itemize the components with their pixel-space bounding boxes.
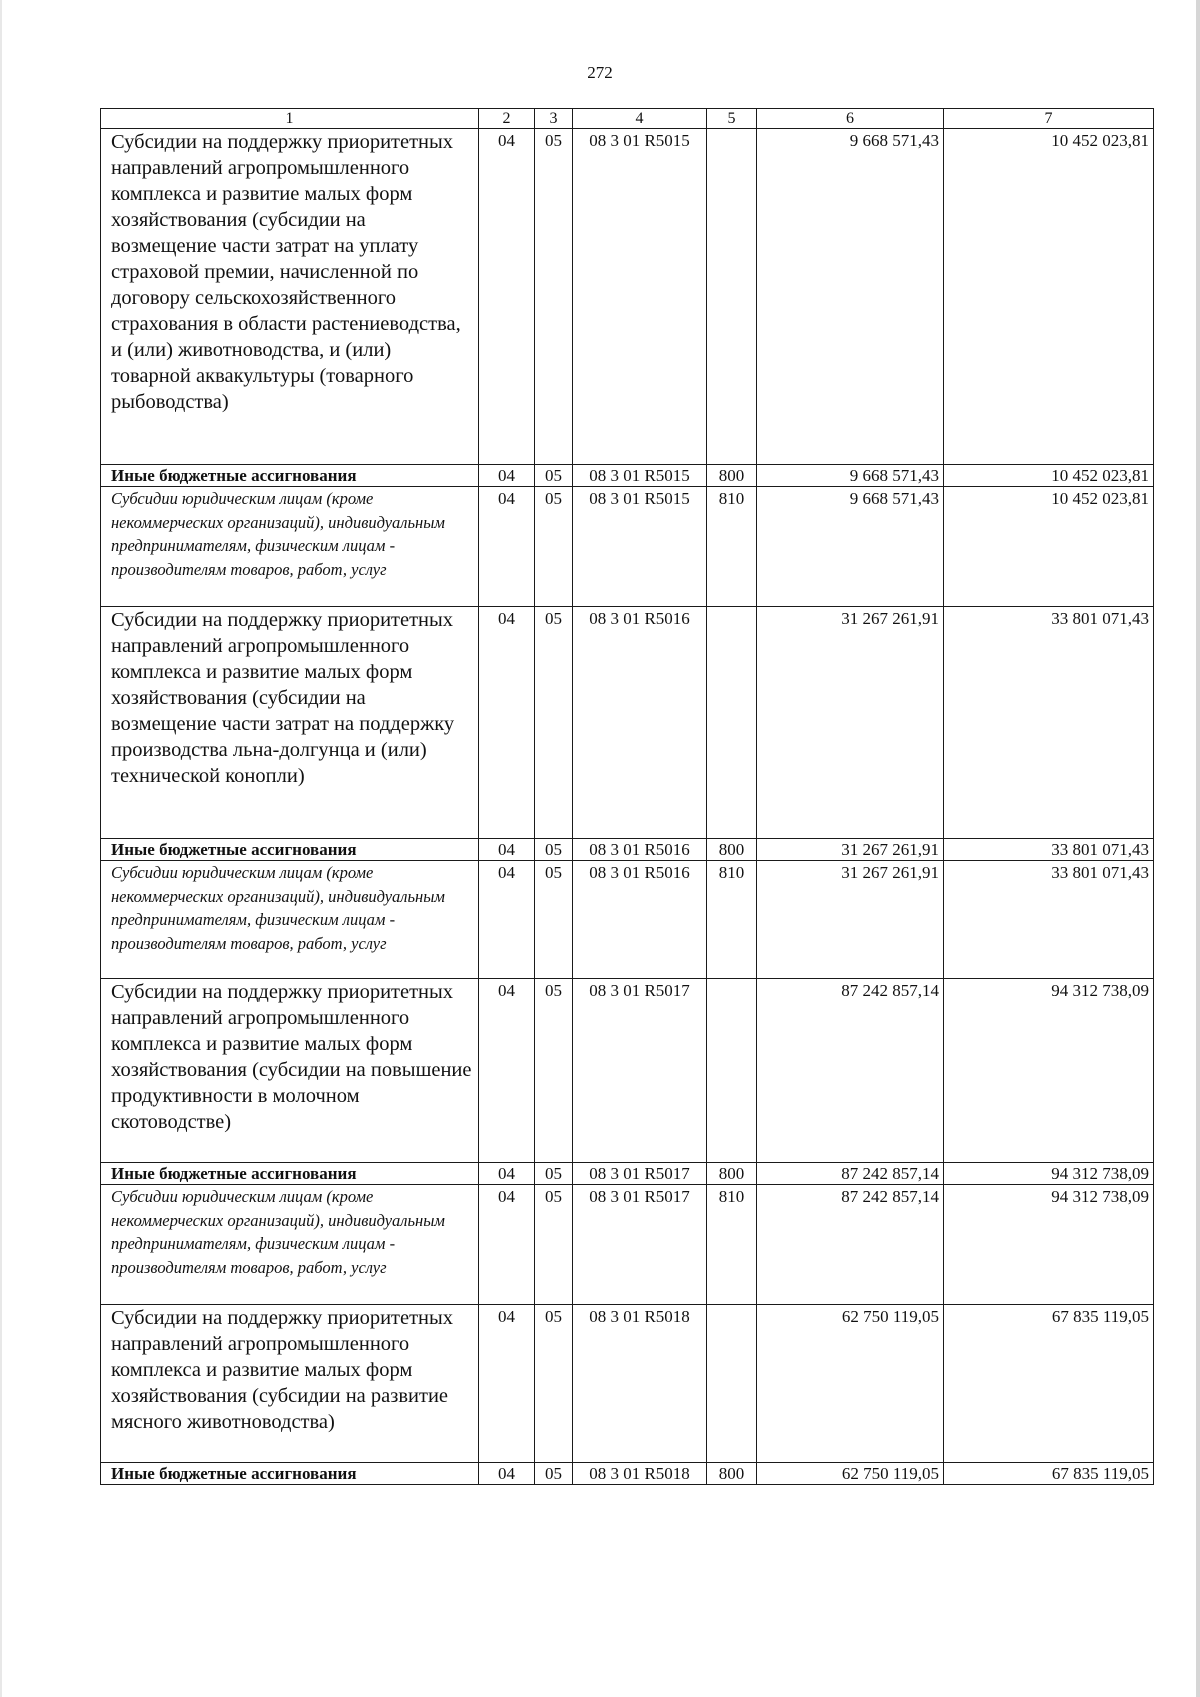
table-row	[101, 129, 1154, 465]
row-target-article: 08 3 01 R5016	[573, 839, 707, 861]
row-expense-type	[707, 979, 757, 1163]
row-amount-1: 31 267 261,91	[757, 861, 944, 979]
header-col-7: 7	[944, 109, 1154, 129]
row-expense-type: 800	[707, 1463, 757, 1485]
row-amount-2: 67 835 119,05	[944, 1463, 1154, 1485]
row-section: 04	[479, 465, 535, 487]
row-expense-type: 810	[707, 487, 757, 607]
row-section: 04	[479, 979, 535, 1163]
header-col-5: 5	[707, 109, 757, 129]
table-row	[101, 1185, 1154, 1305]
row-expense-type	[707, 1305, 757, 1463]
row-target-article: 08 3 01 R5018	[573, 1305, 707, 1463]
row-amount-1: 31 267 261,91	[757, 607, 944, 839]
table-row	[101, 839, 1154, 861]
row-expense-type: 800	[707, 839, 757, 861]
table-row	[101, 487, 1154, 607]
row-subsection: 05	[535, 129, 573, 465]
table-row	[101, 1163, 1154, 1185]
row-target-article: 08 3 01 R5015	[573, 129, 707, 465]
row-section: 04	[479, 839, 535, 861]
row-section: 04	[479, 487, 535, 607]
row-amount-1: 9 668 571,43	[757, 129, 944, 465]
row-amount-2: 10 452 023,81	[944, 465, 1154, 487]
row-amount-1: 87 242 857,14	[757, 1163, 944, 1185]
row-name: Иные бюджетные ассигнования	[101, 1163, 479, 1185]
row-amount-2: 33 801 071,43	[944, 607, 1154, 839]
row-subsection: 05	[535, 465, 573, 487]
row-subsection: 05	[535, 1163, 573, 1185]
table-row	[101, 1305, 1154, 1463]
row-name: Субсидии юридическим лицам (кроме некоммерческих организаций), индивидуальным предпринимателям, физическим лицам - производителям товаров, работ, услуг	[101, 1185, 479, 1305]
budget-table	[100, 108, 1154, 1485]
row-amount-2: 67 835 119,05	[944, 1305, 1154, 1463]
row-subsection: 05	[535, 607, 573, 839]
row-target-article: 08 3 01 R5017	[573, 979, 707, 1163]
row-target-article: 08 3 01 R5017	[573, 1163, 707, 1185]
row-section: 04	[479, 1185, 535, 1305]
row-subsection: 05	[535, 979, 573, 1163]
row-section: 04	[479, 129, 535, 465]
row-expense-type: 810	[707, 861, 757, 979]
page-number: 272	[587, 63, 613, 82]
row-amount-1: 87 242 857,14	[757, 979, 944, 1163]
scan-edge-right	[1196, 0, 1200, 1697]
row-amount-2: 94 312 738,09	[944, 1185, 1154, 1305]
table-row	[101, 861, 1154, 979]
table-row	[101, 607, 1154, 839]
row-target-article: 08 3 01 R5015	[573, 487, 707, 607]
row-amount-2: 33 801 071,43	[944, 861, 1154, 979]
row-subsection: 05	[535, 1463, 573, 1485]
row-amount-2: 10 452 023,81	[944, 487, 1154, 607]
row-expense-type: 800	[707, 465, 757, 487]
header-col-4: 4	[573, 109, 707, 129]
row-expense-type	[707, 129, 757, 465]
row-amount-2: 94 312 738,09	[944, 979, 1154, 1163]
row-amount-2: 10 452 023,81	[944, 129, 1154, 465]
row-subsection: 05	[535, 1305, 573, 1463]
header-row	[101, 109, 1154, 129]
row-amount-1: 31 267 261,91	[757, 839, 944, 861]
row-target-article: 08 3 01 R5017	[573, 1185, 707, 1305]
row-name: Субсидии юридическим лицам (кроме некоммерческих организаций), индивидуальным предпринимателям, физическим лицам - производителям товаров, работ, услуг	[101, 487, 479, 607]
table-header	[101, 109, 1154, 129]
row-section: 04	[479, 607, 535, 839]
table-body	[101, 129, 1154, 1485]
row-amount-1: 62 750 119,05	[757, 1463, 944, 1485]
row-target-article: 08 3 01 R5016	[573, 607, 707, 839]
row-expense-type: 800	[707, 1163, 757, 1185]
row-subsection: 05	[535, 839, 573, 861]
row-name: Иные бюджетные ассигнования	[101, 1463, 479, 1485]
row-name: Субсидии на поддержку приоритетных направлений агропромышленного комплекса и развитие малых форм хозяйствования (субсидии на повышение продуктивности в молочном скотоводстве)	[101, 979, 479, 1163]
header-col-1: 1	[101, 109, 479, 129]
row-section: 04	[479, 1305, 535, 1463]
row-name: Субсидии на поддержку приоритетных направлений агропромышленного комплекса и развитие малых форм хозяйствования (субсидии на возмещение части затрат на уплату страховой премии, начисленной по договору сельскохозяйственного страхования в области растениеводства, и (или) животноводства, и (или) товарной аквакультуры (товарного рыбоводства)	[101, 129, 479, 465]
row-name: Субсидии на поддержку приоритетных направлений агропромышленного комплекса и развитие малых форм хозяйствования (субсидии на возмещение части затрат на поддержку производства льна-долгунца и (или) технической конопли)	[101, 607, 479, 839]
table-row	[101, 465, 1154, 487]
row-name: Иные бюджетные ассигнования	[101, 465, 479, 487]
row-expense-type: 810	[707, 1185, 757, 1305]
row-subsection: 05	[535, 487, 573, 607]
row-name: Субсидии юридическим лицам (кроме некоммерческих организаций), индивидуальным предпринимателям, физическим лицам - производителям товаров, работ, услуг	[101, 861, 479, 979]
table-row	[101, 979, 1154, 1163]
row-subsection: 05	[535, 1185, 573, 1305]
row-amount-1: 87 242 857,14	[757, 1185, 944, 1305]
row-amount-1: 62 750 119,05	[757, 1305, 944, 1463]
scan-edge-left	[0, 0, 2, 1697]
row-section: 04	[479, 861, 535, 979]
row-name: Иные бюджетные ассигнования	[101, 839, 479, 861]
row-section: 04	[479, 1463, 535, 1485]
header-col-3: 3	[535, 109, 573, 129]
row-name: Субсидии на поддержку приоритетных направлений агропромышленного комплекса и развитие малых форм хозяйствования (субсидии на развитие мясного животноводства)	[101, 1305, 479, 1463]
row-amount-1: 9 668 571,43	[757, 487, 944, 607]
row-subsection: 05	[535, 861, 573, 979]
row-target-article: 08 3 01 R5015	[573, 465, 707, 487]
row-amount-2: 94 312 738,09	[944, 1163, 1154, 1185]
row-amount-2: 33 801 071,43	[944, 839, 1154, 861]
row-target-article: 08 3 01 R5018	[573, 1463, 707, 1485]
row-target-article: 08 3 01 R5016	[573, 861, 707, 979]
row-section: 04	[479, 1163, 535, 1185]
header-col-2: 2	[479, 109, 535, 129]
row-expense-type	[707, 607, 757, 839]
row-amount-1: 9 668 571,43	[757, 465, 944, 487]
table-row	[101, 1463, 1154, 1485]
header-col-6: 6	[757, 109, 944, 129]
